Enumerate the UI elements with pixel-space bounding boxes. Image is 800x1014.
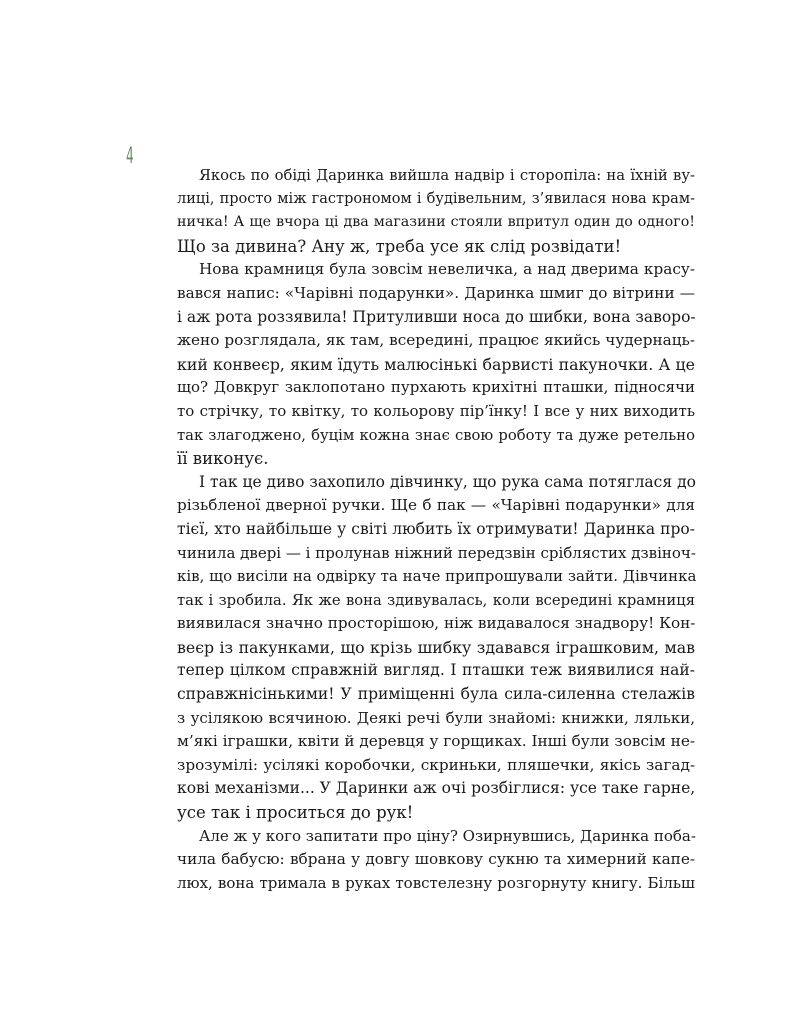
- text-line: то стрічку, то квітку, то кольорову пір’їнку! І все у них виходить: [177, 401, 695, 420]
- text-line: усе так і проситься до рук!: [177, 803, 414, 823]
- text-line: і аж рота роззявила! Притуливши носа до шибки, вона заворо-: [177, 307, 696, 326]
- text-line: що? Довкруг заклопотано пурхають крихітні пташки, підносячи: [177, 378, 695, 397]
- body-text: [177, 164, 695, 895]
- text-line: жено розглядала, як там, всередині, працює якийсь чудернаць-: [177, 331, 695, 350]
- text-line: ничка! А ще вчора ці два магазини стояли впритул один до одного!: [177, 214, 695, 231]
- text-line: так злагоджено, буцім кожна знає свою роботу та дуже ретельно: [177, 426, 695, 444]
- text-line: її виконує.: [177, 449, 269, 469]
- text-line: І так це диво захопило дівчинку, що рука сама потяглася до: [199, 472, 696, 491]
- text-line: ків, що висіли на одвірку та наче припрошували зайти. Дівчинка: [177, 567, 697, 586]
- text-line: з усілякою всячиною. Деякі речі були знайомі: книжки, ляльки,: [177, 708, 695, 727]
- text-line: м’які іграшки, квіти й деревця у горщиках. Інші були зовсім не-: [177, 732, 695, 751]
- text-line: Що за дивина? Ану ж, треба усе як слід розвідати!: [177, 236, 622, 256]
- text-line: Але ж у кого запитати про ціну? Озирнувшись, Даринка поба-: [199, 826, 696, 845]
- text-line: чила бабусю: вбрана у довгу шовкову сукню та химерний капе-: [177, 850, 695, 869]
- text-line: люх, вона тримала в руках товстелезну розгорнуту книгу. Більш: [177, 873, 695, 892]
- text-line: так і зробила. Як же вона здивувалась, коли всередині крамниця: [177, 591, 695, 609]
- text-line: Якось по обіді Даринка вийшла надвір і сторопіла: на їхній ву-: [199, 167, 695, 184]
- text-line: вався напис: «Чарівні подарунки». Даринка шмиг до вітрини —: [177, 283, 695, 302]
- text-line: різьбленої дверної ручки. Ще б пак — «Чарівні подарунки» для: [177, 496, 695, 515]
- text-line: лиці, просто між гастрономом і будівельним, з’явилася нова крам-: [177, 190, 695, 207]
- text-line: тієї, хто найбільше у світі любить їх отримувати! Даринка про-: [177, 519, 695, 538]
- text-line: тепер цілком справжній вигляд. І пташки теж виявилися най-: [177, 661, 695, 680]
- text-line: кові механізми... У Даринки аж очі розбіглися: усе таке гарне,: [177, 779, 696, 798]
- text-line: кий конвеєр, яким їдуть малюсінькі барвисті пакуночки. А це: [177, 354, 695, 374]
- text-line: справжнісінькими! У приміщенні була сила-силенна стелажів: [177, 685, 695, 704]
- text-line: веєр із пакунками, що крізь шибку здавався іграшковим, мав: [177, 637, 695, 657]
- text-line: чинила двері — і пролунав ніжний передзвін сріблястих дзвіноч-: [177, 543, 696, 562]
- text-line: зрозумілі: усілякі коробочки, скриньки, пляшечки, якісь загад-: [177, 755, 695, 774]
- text-line: Нова крамниця була зовсім невеличка, а над дверима красу-: [199, 260, 695, 279]
- text-line: виявилася значно просторішою, ніж видавалося знадвору! Кон-: [177, 614, 696, 633]
- page-number: 4: [126, 144, 134, 169]
